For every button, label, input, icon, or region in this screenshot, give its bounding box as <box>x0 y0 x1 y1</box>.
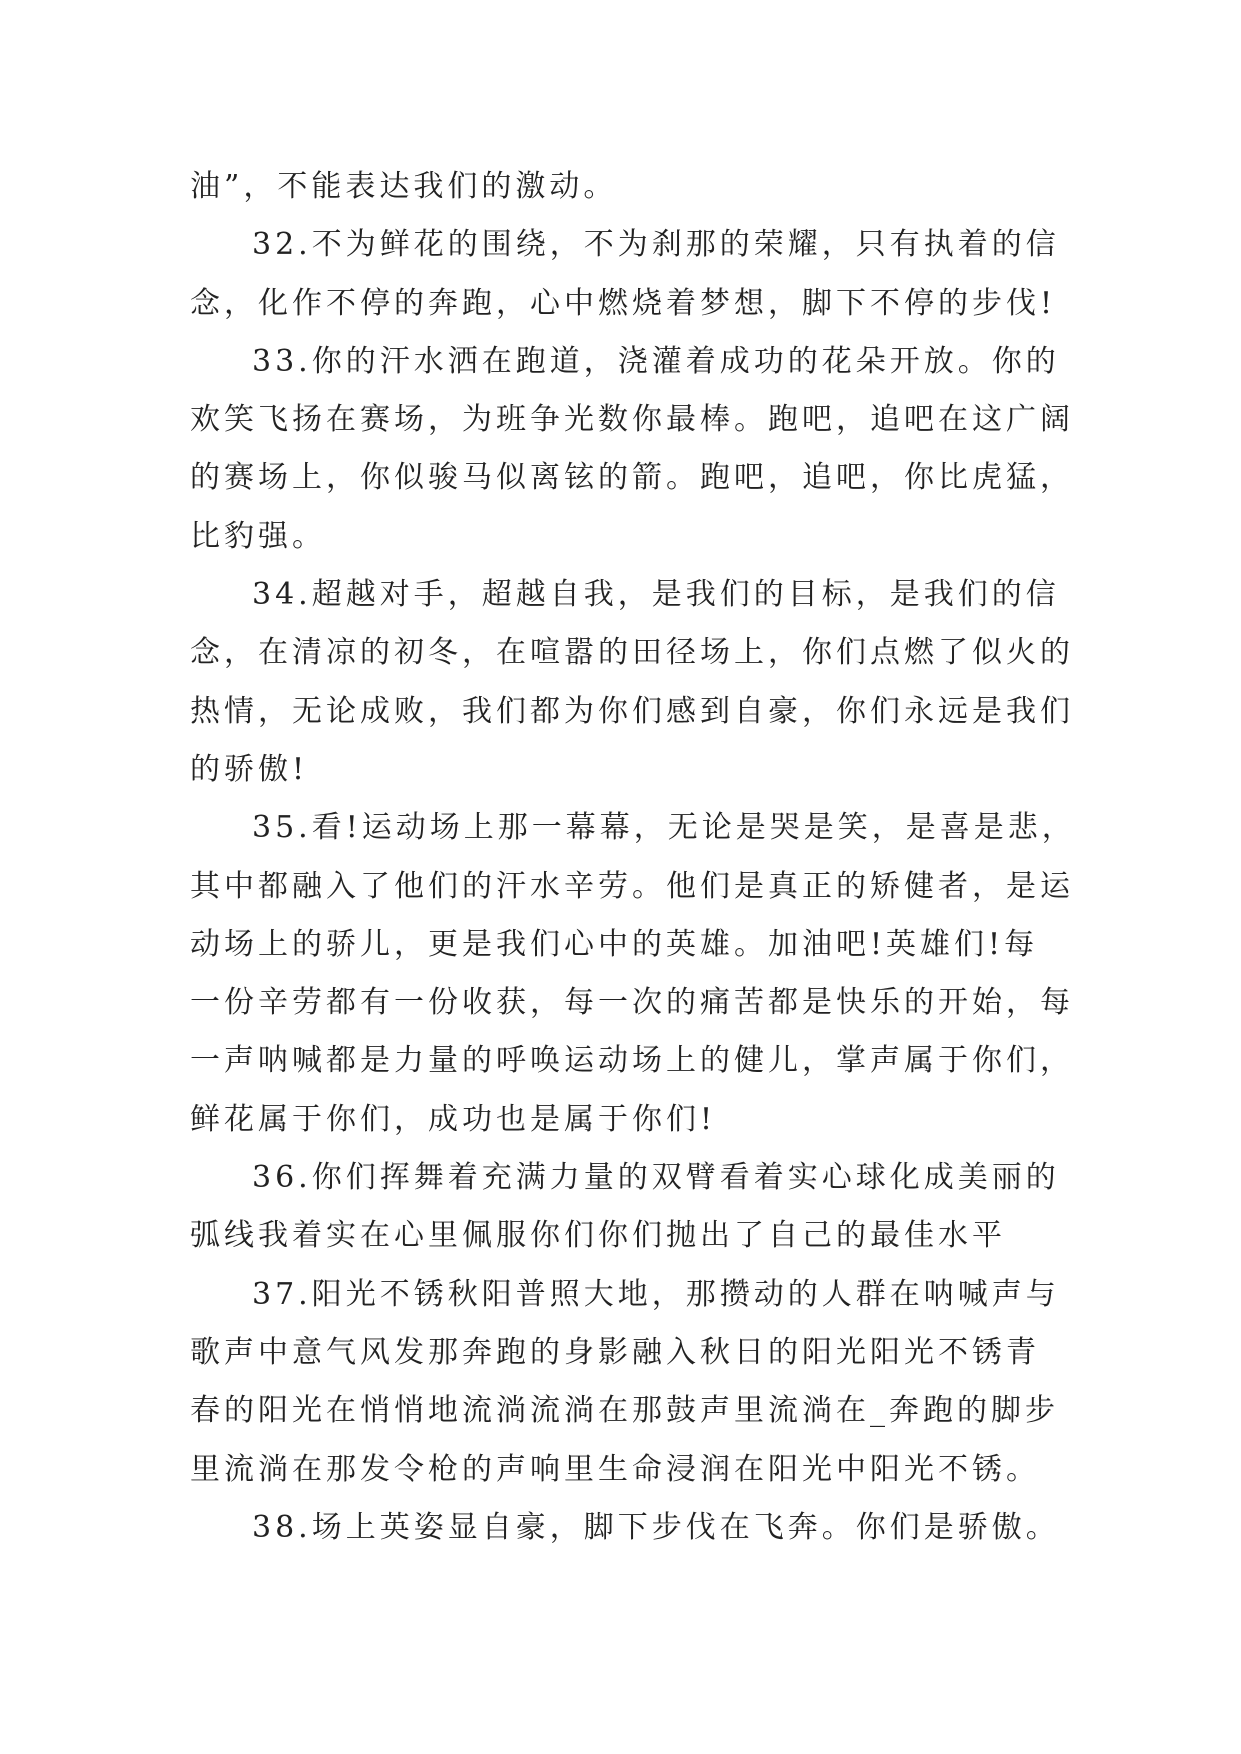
text-line: 热情，无论成败，我们都为你们感到自豪，你们永远是我们 <box>190 693 1074 729</box>
text-line: 念，化作不停的奔跑，心中燃烧着梦想，脚下不停的步伐! <box>190 285 1057 321</box>
text-line: 比豹强。 <box>190 518 326 554</box>
text-line: 38.场上英姿显自豪，脚下步伐在飞奔。你们是骄傲。 <box>252 1509 1060 1545</box>
text-line: 欢笑飞扬在赛场，为班争光数你最棒。跑吧，追吧在这广阔 <box>190 402 1074 438</box>
text-line: 34.超越对手，超越自我，是我们的目标，是我们的信 <box>252 577 1060 613</box>
text-line: 油”，不能表达我们的激动。 <box>190 169 618 204</box>
text-line: 歌声中意气风发那奔跑的身影融入秋日的阳光阳光不锈青 <box>190 1334 1040 1370</box>
text-line: 里流淌在那发令枪的声响里生命浸润在阳光中阳光不锈。 <box>190 1451 1040 1487</box>
text-line: 36.你们挥舞着充满力量的双臂看着实心球化成美丽的 <box>252 1160 1060 1196</box>
text-line: 的赛场上，你似骏马似离铉的箭。跑吧，追吧，你比虎猛， <box>190 460 1074 496</box>
text-line: 37.阳光不锈秋阳普照大地，那攒动的人群在呐喊声与 <box>252 1276 1060 1312</box>
text-line: 一声呐喊都是力量的呼唤运动场上的健儿，掌声属于你们， <box>190 1043 1074 1079</box>
text-line: 32.不为鲜花的围绕，不为刹那的荣耀，只有执着的信 <box>252 227 1060 263</box>
text-line: 念，在清凉的初冬，在喧嚣的田径场上，你们点燃了似火的 <box>190 635 1074 671</box>
text-line: 的骄傲! <box>190 751 309 787</box>
text-line: 春的阳光在悄悄地流淌流淌在那鼓声里流淌在_奔跑的脚步 <box>190 1393 1059 1429</box>
text-line: 鲜花属于你们，成功也是属于你们! <box>190 1101 717 1137</box>
text-line: 33.你的汗水洒在跑道，浇灌着成功的花朵开放。你的 <box>252 343 1060 379</box>
document-body <box>190 158 1076 1557</box>
text-line: 一份辛劳都有一份收获，每一次的痛苦都是快乐的开始，每 <box>190 985 1074 1021</box>
text-line: 动场上的骄儿，更是我们心中的英雄。加油吧!英雄们!每 <box>190 926 1039 962</box>
text-line: 35.看!运动场上那一幕幕，无论是哭是笑，是喜是悲， <box>252 810 1076 846</box>
text-line: 弧线我着实在心里佩服你们你们抛出了自己的最佳水平 <box>190 1218 1006 1254</box>
text-line: 其中都融入了他们的汗水辛劳。他们是真正的矫健者，是运 <box>190 868 1074 904</box>
